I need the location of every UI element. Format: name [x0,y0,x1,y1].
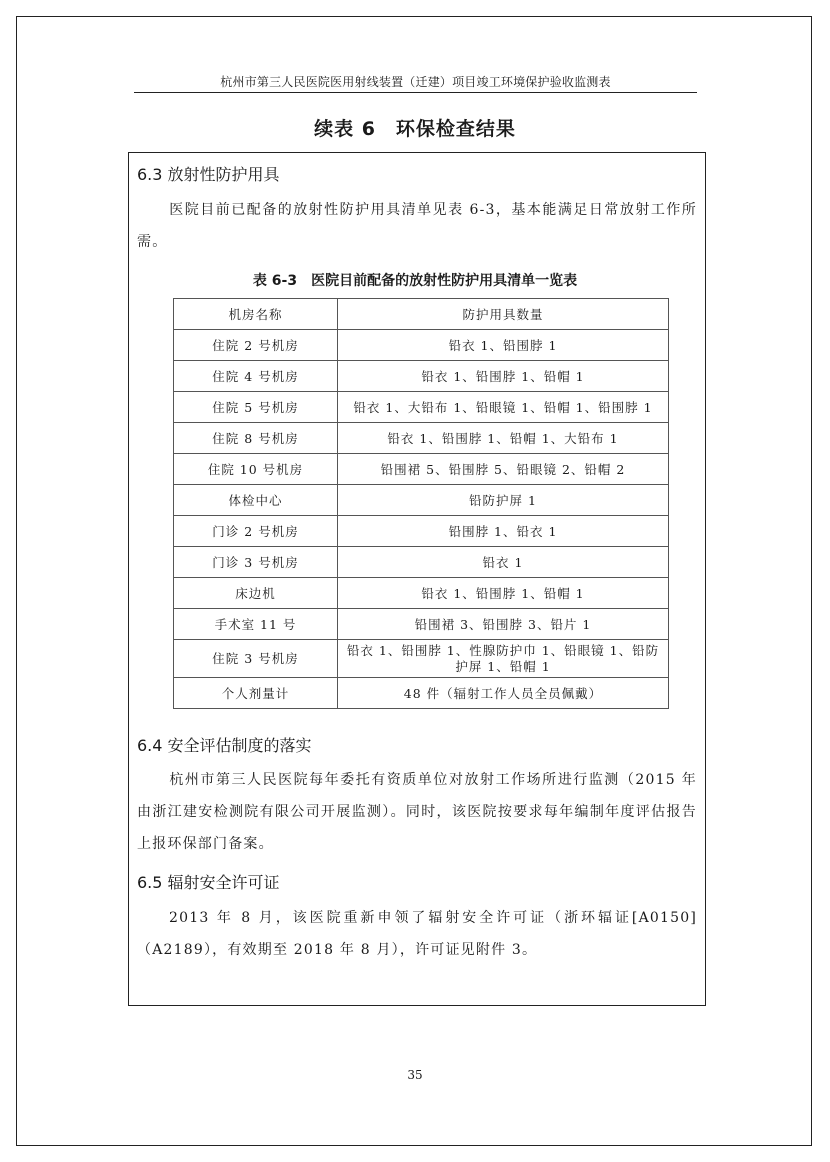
table-caption: 表 6-3 医院目前配备的放射性防护用具清单一览表 [252,273,578,289]
table-row [174,361,669,392]
room-cell: 住院 4 号机房 [174,361,338,392]
page-number: 35 [407,1068,423,1082]
equipment-cell: 铅衣 1 [338,547,669,578]
room-cell: 个人剂量计 [174,678,338,709]
section-6-4-paragraph: 杭州市第三人民医院每年委托有资质单位对放射工作场所进行监测（2015 年由浙江建安检测院有限公司开展监测）。同时，该医院按要求每年编制年度评估报告上报环保部门备案。 [137,772,697,852]
equipment-cell: 铅衣 1、铅围脖 1、铅帽 1 [338,578,669,609]
equipment-cell: 铅衣 1、铅围脖 1 [338,330,669,361]
section-6-5-heading: 6.5 辐射安全许可证 [137,873,280,892]
room-cell: 体检中心 [174,485,338,516]
table-row [174,485,669,516]
room-cell: 住院 10 号机房 [174,454,338,485]
column-header-room: 机房名称 [174,299,338,330]
table-row [174,547,669,578]
section-6-4-heading: 6.4 安全评估制度的落实 [137,736,312,755]
equipment-cell: 铅衣 1、铅围脖 1、铅帽 1 [338,361,669,392]
header-rule [134,92,697,93]
equipment-cell: 铅衣 1、大铅布 1、铅眼镜 1、铅帽 1、铅围脖 1 [338,392,669,423]
table-row [174,454,669,485]
room-cell: 床边机 [174,578,338,609]
room-cell: 住院 8 号机房 [174,423,338,454]
table-row [174,578,669,609]
table-row [174,392,669,423]
page-title: 续表 6 环保检查结果 [314,118,516,140]
room-cell: 门诊 2 号机房 [174,516,338,547]
table-row [174,516,669,547]
running-header: 杭州市第三人民医院医用射线装置（迁建）项目竣工环境保护验收监测表 [220,75,611,89]
room-cell: 门诊 3 号机房 [174,547,338,578]
table-row [174,609,669,640]
section-6-3-heading: 6.3 放射性防护用具 [137,165,280,184]
table-header-row [174,299,669,330]
table-row [174,330,669,361]
room-cell: 住院 2 号机房 [174,330,338,361]
column-header-equipment: 防护用具数量 [338,299,669,330]
room-cell: 住院 5 号机房 [174,392,338,423]
equipment-cell: 铅衣 1、铅围脖 1、性腺防护巾 1、铅眼镜 1、铅防护屏 1、铅帽 1 [338,640,669,678]
room-cell: 手术室 11 号 [174,609,338,640]
section-6-5-paragraph: 2013 年 8 月，该医院重新申领了辐射安全许可证（浙环辐证[A0150]（A2189），有效期至 2018 年 8 月），许可证见附件 3。 [137,910,697,958]
table-row [174,423,669,454]
table-row [174,678,669,709]
equipment-cell: 48 件（辐射工作人员全员佩戴） [338,678,669,709]
equipment-table [173,298,669,709]
section-6-3-paragraph: 医院目前已配备的放射性防护用具清单见表 6-3，基本能满足日常放射工作所需。 [137,202,697,250]
equipment-cell: 铅衣 1、铅围脖 1、铅帽 1、大铅布 1 [338,423,669,454]
equipment-cell: 铅围裙 5、铅围脖 5、铅眼镜 2、铅帽 2 [338,454,669,485]
table-row [174,640,669,678]
equipment-cell: 铅围裙 3、铅围脖 3、铅片 1 [338,609,669,640]
room-cell: 住院 3 号机房 [174,640,338,678]
equipment-cell: 铅防护屏 1 [338,485,669,516]
equipment-cell: 铅围脖 1、铅衣 1 [338,516,669,547]
